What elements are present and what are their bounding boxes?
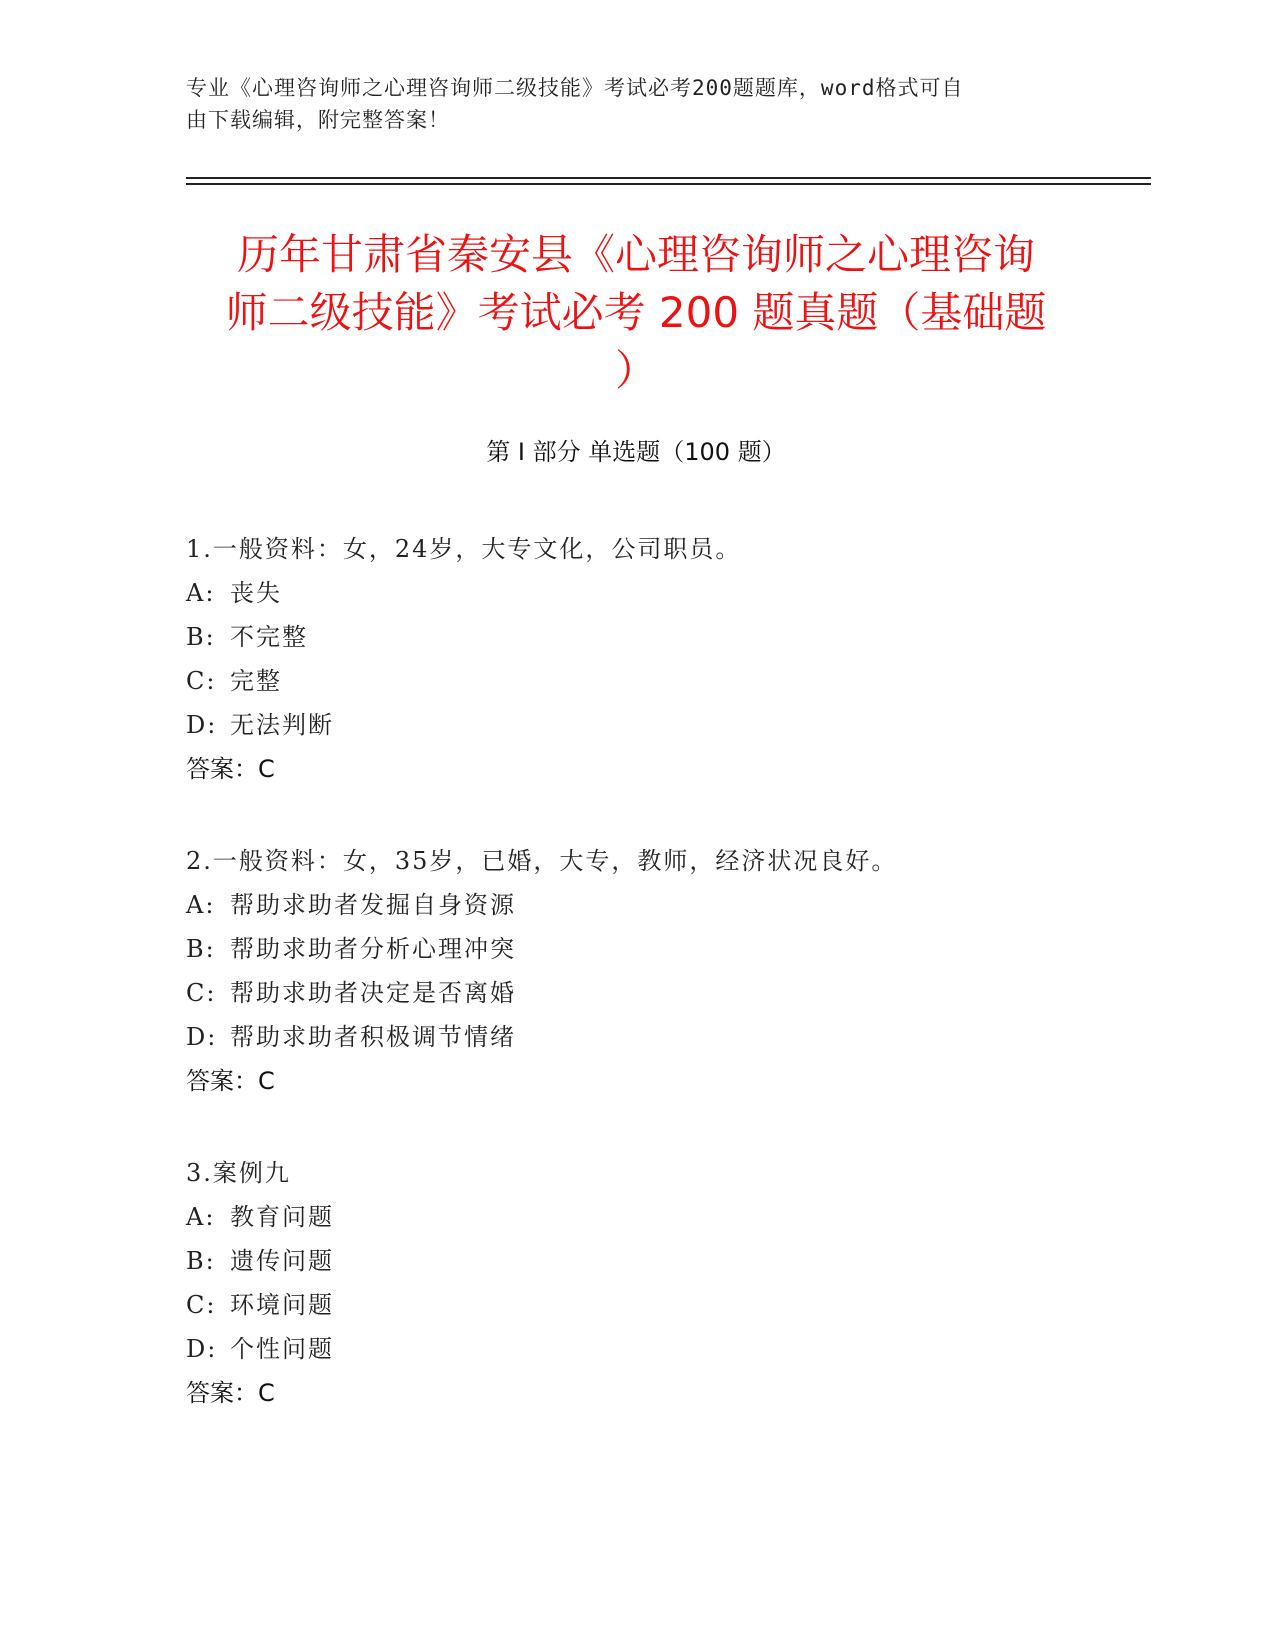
option-text: 环境问题 [230, 1291, 334, 1319]
option-b [186, 1239, 1086, 1283]
option-text: 无法判断 [230, 711, 334, 739]
option-a [186, 883, 1086, 927]
option-b [186, 927, 1086, 971]
option-b [186, 615, 1086, 659]
option-letter: B: [186, 623, 216, 651]
option-d [186, 1327, 1086, 1371]
option-letter: C: [186, 1291, 217, 1319]
section-heading: 第 I 部分 单选题（100 题） [486, 438, 786, 466]
answer-line: 答案：C [186, 755, 275, 783]
document-title-line-2: 师二级技能》考试必考 200 题真题（基础题 [225, 288, 1047, 337]
answer-line: 答案：C [186, 1379, 275, 1407]
option-letter: D: [186, 1335, 218, 1363]
intro-line-1: 专业《心理咨询师之心理咨询师二级技能》考试必考200题题库，word格式可自 [186, 76, 964, 100]
question-stem: 3.案例九 [186, 1159, 291, 1187]
intro-line-2: 由下载编辑，附完整答案！ [186, 108, 450, 132]
question-stem: 2.一般资料：女，35岁，已婚，大专，教师，经济状况良好。 [186, 847, 898, 875]
option-c [186, 659, 1086, 703]
document-title [186, 226, 1086, 400]
option-letter: B: [186, 1247, 216, 1275]
option-letter: D: [186, 711, 218, 739]
question-stem: 1.一般资料：女，24岁，大专文化，公司职员。 [186, 535, 742, 563]
header-divider-bottom [186, 183, 1151, 185]
header-divider-top [186, 177, 1151, 179]
question-list [186, 527, 1086, 1463]
option-text: 丧失 [230, 579, 282, 607]
document-title-line-1: 历年甘肃省秦安县《心理咨询师之心理咨询 [236, 230, 1035, 279]
answer-line: 答案：C [186, 1067, 275, 1095]
option-letter: A: [186, 579, 216, 607]
option-text: 帮助求助者决定是否离婚 [230, 979, 516, 1007]
option-c [186, 1283, 1086, 1327]
option-text: 帮助求助者分析心理冲突 [230, 935, 516, 963]
intro-note [186, 72, 1086, 136]
option-text: 完整 [230, 667, 282, 695]
option-text: 遗传问题 [230, 1247, 334, 1275]
option-text: 个性问题 [230, 1335, 334, 1363]
option-d [186, 1015, 1086, 1059]
option-d [186, 703, 1086, 747]
option-a [186, 1195, 1086, 1239]
option-letter: C: [186, 667, 217, 695]
option-text: 教育问题 [230, 1203, 334, 1231]
question-3 [186, 1151, 1086, 1415]
option-letter: A: [186, 891, 216, 919]
option-c [186, 971, 1086, 1015]
option-text: 不完整 [230, 623, 308, 651]
option-letter: C: [186, 979, 217, 1007]
option-text: 帮助求助者发掘自身资源 [230, 891, 516, 919]
option-text: 帮助求助者积极调节情绪 [230, 1023, 516, 1051]
question-1 [186, 527, 1086, 791]
document-title-line-3: ） [614, 346, 657, 395]
question-2 [186, 839, 1086, 1103]
option-letter: A: [186, 1203, 216, 1231]
option-letter: D: [186, 1023, 218, 1051]
option-a [186, 571, 1086, 615]
option-letter: B: [186, 935, 216, 963]
